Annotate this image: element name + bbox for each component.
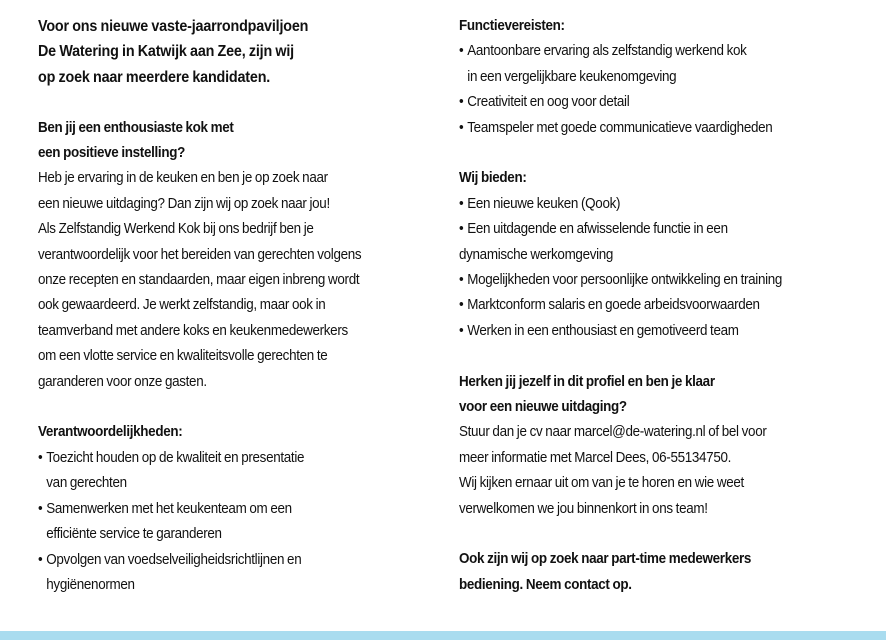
list-item-continuation: in een vergelijkbare keukenomgeving — [467, 68, 677, 85]
kok-body-line: verantwoordelijk voor het bereiden van gerechten volgens — [38, 246, 362, 263]
list-item-text: Een nieuwe keuken (Qook) — [467, 195, 621, 212]
list-item — [459, 268, 864, 293]
herken-body-line: Wij kijken ernaar uit om van je te horen en wie weet — [459, 475, 744, 492]
herken-section — [459, 370, 864, 522]
kok-section — [38, 116, 439, 395]
bullet-icon: • — [459, 94, 464, 111]
list-item-text: Marktconform salaris en goede arbeidsvoorwaarden — [467, 297, 760, 314]
herken-heading: Herken jij jezelf in dit profiel en ben je klaar — [459, 373, 715, 390]
bullet-icon: • — [459, 43, 464, 60]
spacer — [459, 141, 864, 166]
herken-heading: voor een nieuwe uitdaging? — [459, 399, 627, 416]
list-item-continuation: efficiënte service te garanderen — [46, 526, 222, 543]
list-item-text: Toezicht houden op de kwaliteit en presentatie — [46, 449, 305, 466]
kok-body-line: om een vlotte service en kwaliteitsvolle gerechten te — [38, 348, 328, 365]
list-item-text: Mogelijkheden voor persoonlijke ontwikkeling en training — [467, 272, 783, 289]
kok-body-line: ook gewaardeerd. Je werkt zelfstandig, maar ook in — [38, 297, 326, 314]
kok-body-line: Als Zelfstandig Werkend Kok bij ons bedrijf ben je — [38, 221, 314, 238]
list-item — [459, 319, 864, 344]
closing-line: bediening. Neem contact op. — [459, 576, 632, 593]
right-column — [459, 14, 864, 598]
intro-block — [38, 14, 439, 90]
list-item-text: Opvolgen van voedselveiligheidsrichtlijnen en — [46, 551, 302, 568]
intro-line: De Watering in Katwijk aan Zee, zijn wij — [38, 43, 294, 61]
intro-line: Voor ons nieuwe vaste-jaarrondpaviljoen — [38, 18, 309, 35]
list-item — [459, 90, 864, 115]
kok-body-line: Heb je ervaring in de keuken en ben je op zoek naar — [38, 170, 328, 187]
bullet-icon: • — [38, 500, 43, 517]
spacer — [459, 522, 864, 547]
list-item-text: Een uitdagende en afwisselende functie in een — [467, 221, 728, 238]
kok-heading: Ben jij een enthousiaste kok met — [38, 119, 234, 136]
kok-body-line: teamverband met andere koks en keukenmedewerkers — [38, 322, 348, 339]
verantwoordelijkheden-heading: Verantwoordelijkheden: — [38, 424, 183, 441]
bieden-heading: Wij bieden: — [459, 170, 527, 187]
list-item — [38, 548, 439, 599]
list-item-text: Aantoonbare ervaring als zelfstandig werkend kok — [467, 43, 747, 60]
kok-heading: een positieve instelling? — [38, 145, 185, 162]
bullet-icon: • — [459, 221, 464, 238]
list-item-continuation: dynamische werkomgeving — [459, 246, 614, 263]
herken-body-line: Stuur dan je cv naar marcel@de-watering.nl of bel voor — [459, 424, 767, 441]
list-item-text: Teamspeler met goede communicatieve vaardigheden — [467, 119, 773, 136]
functievereisten-section — [459, 14, 864, 141]
spacer — [38, 90, 439, 115]
bullet-icon: • — [38, 551, 43, 568]
list-item-text: Creativiteit en oog voor detail — [467, 94, 630, 111]
herken-body-line: meer informatie met Marcel Dees, 06-55134750. — [459, 449, 732, 466]
list-item-continuation: van gerechten — [46, 475, 127, 492]
bullet-icon: • — [459, 322, 464, 339]
bottom-color-bar — [0, 631, 886, 640]
list-item — [38, 497, 439, 548]
list-item — [459, 39, 864, 90]
bullet-icon: • — [459, 297, 464, 314]
bullet-icon: • — [38, 449, 43, 466]
spacer — [459, 344, 864, 369]
list-item-text: Samenwerken met het keukenteam om een — [46, 500, 292, 517]
list-item — [38, 446, 439, 497]
kok-body-line: garanderen voor onze gasten. — [38, 373, 207, 390]
list-item — [459, 293, 864, 318]
bieden-section — [459, 166, 864, 344]
bullet-icon: • — [459, 119, 464, 136]
bullet-icon: • — [459, 272, 464, 289]
list-item-continuation: hygiënenormen — [46, 576, 135, 593]
spacer — [38, 395, 439, 420]
herken-body-line: verwelkomen we jou binnenkort in ons team! — [459, 500, 708, 517]
list-item — [459, 217, 864, 268]
verantwoordelijkheden-section — [38, 420, 439, 598]
closing-block — [459, 547, 864, 598]
kok-body-line: onze recepten en standaarden, maar eigen inbreng wordt — [38, 272, 360, 289]
closing-line: Ook zijn wij op zoek naar part-time medewerkers — [459, 551, 752, 568]
intro-line: op zoek naar meerdere kandidaten. — [38, 68, 271, 86]
list-item — [459, 116, 864, 141]
bullet-icon: • — [459, 195, 464, 212]
list-item-text: Werken in een enthousiast en gemotiveerd team — [467, 322, 739, 339]
kok-body-line: een nieuwe uitdaging? Dan zijn wij op zoek naar jou! — [38, 195, 330, 212]
left-column — [38, 14, 439, 598]
functievereisten-heading: Functievereisten: — [459, 18, 565, 34]
list-item — [459, 192, 864, 217]
